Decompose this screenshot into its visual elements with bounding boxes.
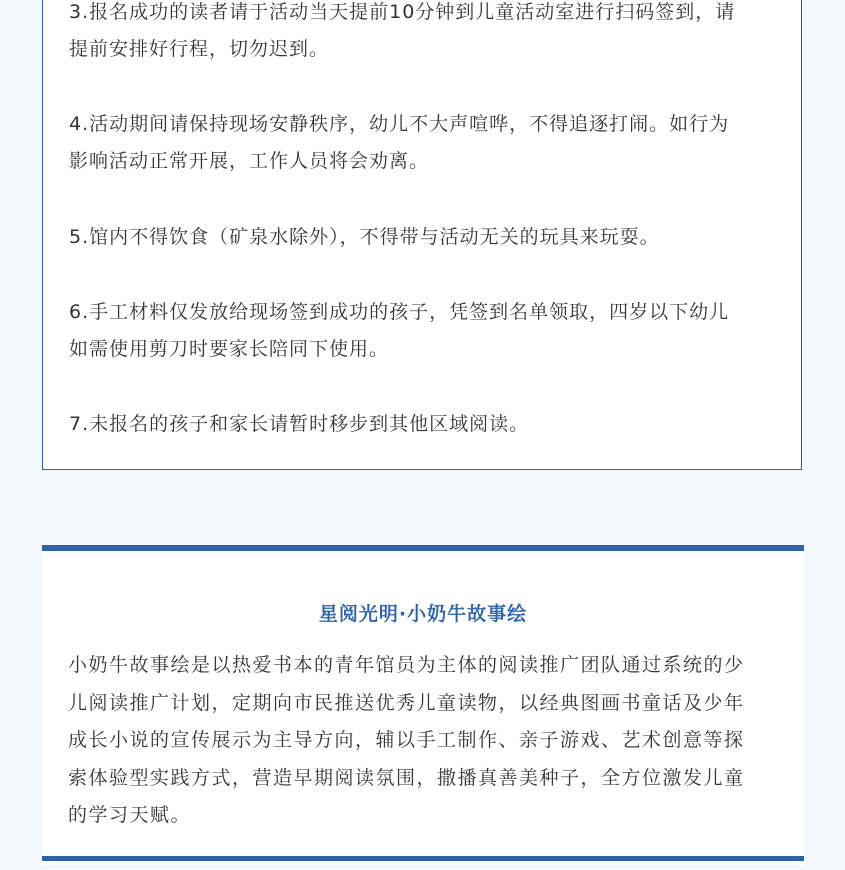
program-intro-title: 星阅光明·小奶牛故事绘 bbox=[318, 603, 528, 625]
program-intro-line-5: 的学习天赋。 bbox=[68, 804, 192, 826]
rule-item-5 bbox=[69, 219, 785, 256]
rule-item-3-line-1: 3.报名成功的读者请于活动当天提前10分钟到儿童活动室进行扫码签到，请 bbox=[69, 1, 736, 23]
rule-item-5-line-1: 5.馆内不得饮食（矿泉水除外），不得带与活动无关的玩具来玩耍。 bbox=[69, 226, 660, 248]
program-intro-line-3: 成长小说的宣传展示为主导方向，辅以手工制作、亲子游戏、艺术创意等探 bbox=[68, 729, 745, 751]
rule-item-7-line-1: 7.未报名的孩子和家长请暂时移步到其他区域阅读。 bbox=[69, 413, 530, 435]
rule-item-4 bbox=[69, 106, 785, 180]
rule-item-6-line-2: 如需使用剪刀时要家长陪同下使用。 bbox=[69, 338, 390, 360]
rule-item-4-line-1: 4.活动期间请保持现场安静秩序，幼儿不大声喧哗，不得追逐打闹。如行为 bbox=[69, 113, 730, 135]
program-intro-line-1: 小奶牛故事绘是以热爱书本的青年馆员为主体的阅读推广团队通过系统的少 bbox=[68, 654, 745, 676]
program-intro-paragraph bbox=[68, 647, 784, 835]
program-intro-bottom-divider bbox=[42, 856, 804, 861]
rule-item-3-line-2: 提前安排好行程，切勿迟到。 bbox=[69, 38, 330, 60]
rule-item-6 bbox=[69, 294, 785, 368]
program-intro-line-2: 儿阅读推广计划，定期向市民推送优秀儿童读物，以经典图画书童话及少年 bbox=[68, 691, 745, 714]
program-intro-line-4: 索体验型实践方式，营造早期阅读氛围，撒播真善美种子，全方位激发儿童 bbox=[68, 766, 745, 789]
activity-rules-panel bbox=[42, 0, 802, 470]
rule-item-7 bbox=[69, 406, 785, 443]
rule-item-6-line-1: 6.手工材料仅发放给现场签到成功的孩子，凭签到名单领取，四岁以下幼儿 bbox=[69, 301, 730, 323]
program-intro-panel bbox=[42, 545, 804, 865]
rule-item-4-line-2: 影响活动正常开展，工作人员将会劝离。 bbox=[69, 150, 430, 172]
rule-item-3 bbox=[69, 0, 785, 68]
